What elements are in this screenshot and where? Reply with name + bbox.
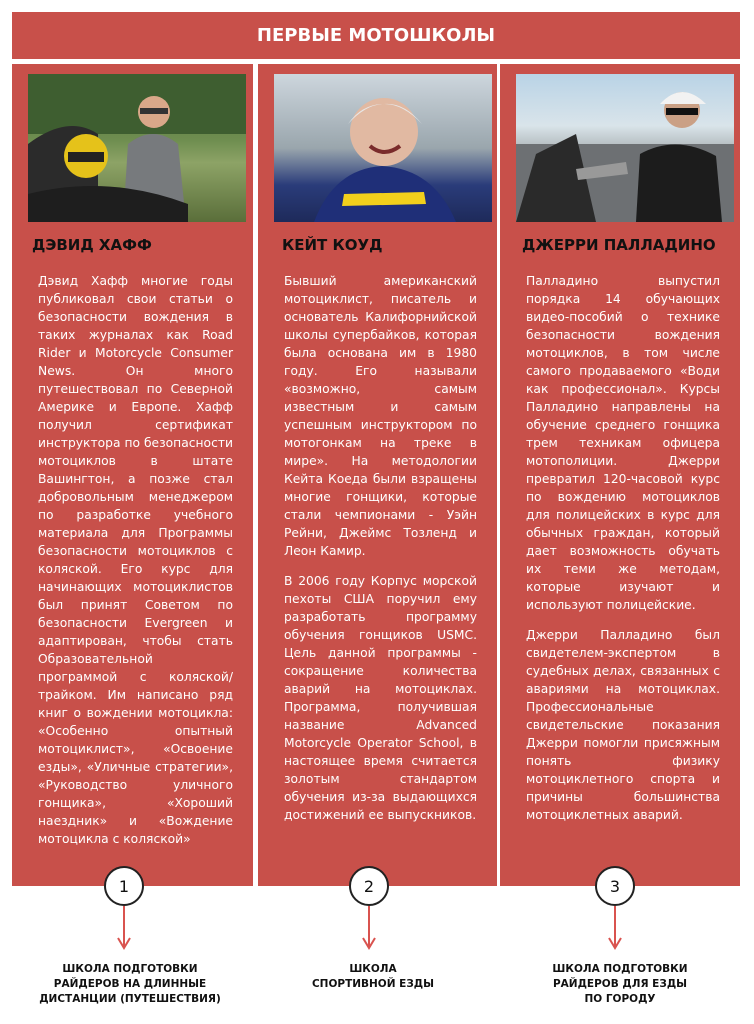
step-number-circle: 3	[595, 866, 635, 906]
biography-paragraph: Джерри Палладино был свидетелем-экспертом в судебных делах, связанных с авариями на мотоциклах. Профессиональные свидетельские показания Джерри помогли присяжным понять физику мотоциклетного спорта и причины большинства мотоциклетных аварий.	[526, 628, 720, 822]
step-number-circle: 2	[349, 866, 389, 906]
school-label-city: ШКОЛА ПОДГОТОВКИ РАЙДЕРОВ ДЛЯ ЕЗДЫ ПО ГОРОДУ	[552, 963, 688, 1005]
person-name: КЕЙТ КОУД	[282, 236, 383, 254]
biography-paragraph: Палладино выпустил порядка 14 обучающих видео-пособий о технике безопасности вождения мотоциклов, в том числе самого продаваемого «Води как профессионал». Курсы Палладино направлены на обучение среднего гонщика трем техникам офицера мотополиции. Джерри превратил 120-часовой курс по вождению мотоциклов для полицейских в курс для обычных граждан, который дает возможность обучать их теми же методам, которые изучают и используют полицейские.	[526, 274, 720, 612]
down-arrow-icon	[361, 906, 377, 952]
step-number-circle: 1	[104, 866, 144, 906]
column-keith-code	[258, 64, 497, 886]
biography-paragraph: Бывший американский мотоциклист, писатель и основатель Калифорнийской школы супербайков, которая была основана им в 1980 году. Его называли «возможно, самым известным и самым успешным инструктором по мотогонкам на треке в мире». На методологии Кейта Коеда были взращены многие гонщики, которые стали чемпионами - Уэйн Рейни, Джеймс Тозленд и Леон Камир.	[284, 274, 477, 558]
photo-keith-code	[274, 74, 492, 222]
down-arrow-icon	[116, 906, 132, 952]
person-name: ДЖЕРРИ ПАЛЛАДИНО	[522, 236, 716, 254]
school-label-touring: ШКОЛА ПОДГОТОВКИ РАЙДЕРОВ НА ДЛИННЫЕ ДИСТАНЦИИ (ПУТЕШЕСТВИЯ)	[39, 963, 221, 1005]
down-arrow-icon	[607, 906, 623, 952]
page-title: ПЕРВЫЕ МОТОШКОЛЫ	[12, 12, 740, 59]
column-jerry-palladino	[500, 64, 740, 886]
biography-paragraph: В 2006 году Корпус морской пехоты США поручил ему разработать программу обучения гонщиков USMC. Цель данной программы - сокращение количества аварий на мотоциклах. Программа, получившая название Advanced Motorcycle Operator School, в настоящее время считается золотым стандартом обучения из-за выдающихся достижений ее выпускников.	[284, 574, 477, 822]
school-label-sport: ШКОЛА СПОРТИВНОЙ ЕЗДЫ	[311, 963, 435, 990]
photo-jerry-palladino	[516, 74, 734, 222]
biography-paragraph: Дэвид Хафф многие годы публиковал свои статьи о безопасности вождения в таких журналах как Road Rider и Motorcycle Consumer News. Он много путешествовал по Северной Америке и Европе. Хафф получил сертификат инструктора по безопасности мотоциклов в штате Вашингтон, а позже стал добровольным менеджером по разработке учебного материала для Программы безопасности мотоциклов с коляской. Его курс для начинающих мотоциклистов был принят Советом по безопасности Evergreen и адаптирован, чтобы стать Образовательной программой с коляской/ трайком. Им написано ряд книг о вождении мотоцикла: «Особенно опытный мотоциклист», «Освоение езды», «Уличные стратегии», «Руководство уличного гонщика», «Хороший наездник» и «Вождение мотоцикла с коляской»	[38, 274, 233, 846]
person-name: ДЭВИД ХАФФ	[32, 236, 152, 254]
column-david-hough	[12, 64, 253, 886]
photo-david-hough	[28, 74, 246, 222]
